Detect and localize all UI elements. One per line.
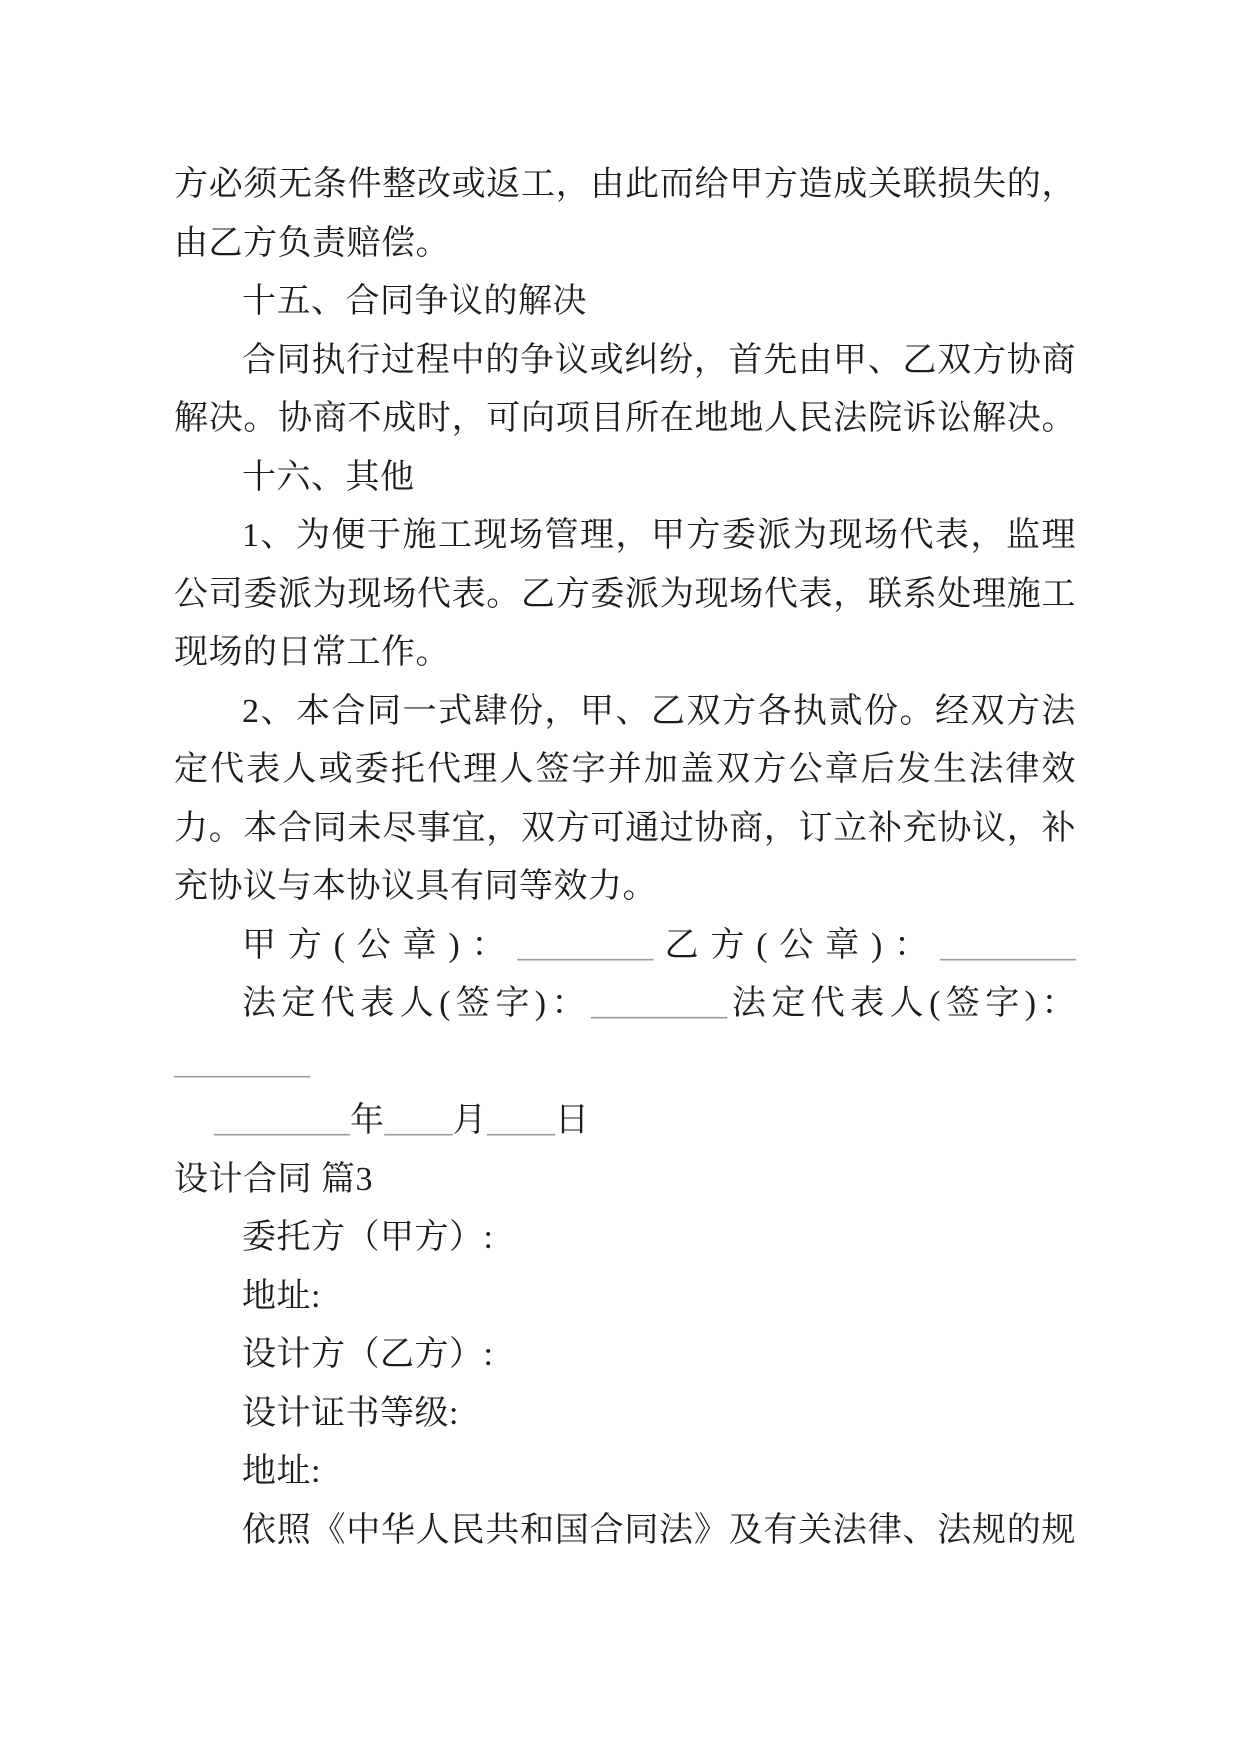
text-run: 设计合同 篇3 bbox=[174, 1160, 373, 1198]
text-run: 地址: bbox=[242, 1277, 321, 1315]
text-line bbox=[174, 507, 1076, 566]
text-line bbox=[174, 1151, 1076, 1210]
text-run: 月 bbox=[452, 1102, 487, 1139]
text-run: 1、为便于施工现场管理，甲方委派为现场代表，监理 bbox=[242, 517, 1076, 554]
text-line bbox=[174, 449, 1076, 508]
text-line bbox=[174, 1443, 1076, 1502]
text-line bbox=[174, 1385, 1076, 1444]
fill-in-blank: ________ bbox=[940, 926, 1076, 964]
text-run: 日 bbox=[555, 1102, 590, 1139]
text-run: 设计证书等级: bbox=[242, 1394, 459, 1432]
text-line bbox=[174, 215, 1076, 274]
fill-in-blank: ____ bbox=[384, 1102, 453, 1139]
text-line bbox=[174, 683, 1076, 742]
text-run: 地址: bbox=[242, 1453, 321, 1490]
fill-in-blank: ________ bbox=[174, 1043, 310, 1081]
text-run: 设计方（乙方）: bbox=[242, 1336, 494, 1373]
text-run: 公司委派为现场代表。乙方委派为现场代表，联系处理施工 bbox=[174, 575, 1076, 613]
text-run: 定代表人或委托代理人签字并加盖双方公章后发生法律效 bbox=[174, 751, 1076, 788]
text-line bbox=[174, 1268, 1076, 1327]
text-run: 充协议与本协议具有同等效力。 bbox=[174, 868, 657, 905]
text-run: 乙方(公章)： bbox=[653, 926, 940, 964]
text-line bbox=[174, 917, 1076, 976]
text-run: 年 bbox=[350, 1102, 385, 1139]
document-lines bbox=[174, 156, 1076, 1560]
text-run: 现场的日常工作。 bbox=[174, 634, 450, 671]
text-run: 合同执行过程中的争议或纠纷，首先由甲、乙双方协商 bbox=[242, 341, 1076, 379]
text-run: 甲方(公章)： bbox=[242, 926, 518, 964]
text-line bbox=[174, 858, 1076, 917]
text-run: 方必须无条件整改或返工，由此而给甲方造成关联损失的， bbox=[174, 166, 1076, 203]
text-line bbox=[174, 1034, 1076, 1093]
fill-in-blank: ________ bbox=[591, 985, 727, 1022]
text-line bbox=[174, 1209, 1076, 1268]
text-line bbox=[174, 156, 1076, 215]
text-run: 由乙方负责赔偿。 bbox=[174, 224, 450, 262]
text-run: 2、本合同一式肆份，甲、乙双方各执贰份。经双方法 bbox=[242, 692, 1076, 730]
text-line bbox=[174, 1092, 1076, 1151]
text-run: 十五、合同争议的解决 bbox=[242, 283, 587, 320]
text-line bbox=[174, 566, 1076, 625]
text-line bbox=[174, 1326, 1076, 1385]
fill-in-blank: ________ bbox=[214, 1102, 350, 1139]
contract-document bbox=[174, 156, 1076, 1560]
text-run: 依照《中华人民共和国合同法》及有关法律、法规的规 bbox=[242, 1511, 1076, 1549]
text-run: 法定代表人(签字)： bbox=[242, 985, 591, 1022]
text-line bbox=[174, 975, 1076, 1034]
text-run: 力。本合同未尽事宜，双方可通过协商，订立补充协议，补 bbox=[174, 809, 1076, 847]
text-line bbox=[174, 390, 1076, 449]
text-run: 法定代表人(签字)： bbox=[727, 985, 1076, 1022]
text-line bbox=[174, 332, 1076, 391]
text-run: 解决。协商不成时，可向项目所在地地人民法院诉讼解决。 bbox=[174, 400, 1076, 437]
fill-in-blank: ________ bbox=[517, 926, 654, 964]
text-line bbox=[174, 1502, 1076, 1561]
text-run: 委托方（甲方）: bbox=[242, 1219, 494, 1256]
text-run: 十六、其他 bbox=[242, 458, 415, 496]
text-line bbox=[174, 800, 1076, 859]
fill-in-blank: ____ bbox=[487, 1102, 555, 1139]
text-line bbox=[174, 624, 1076, 683]
text-line bbox=[174, 273, 1076, 332]
text-line bbox=[174, 741, 1076, 800]
